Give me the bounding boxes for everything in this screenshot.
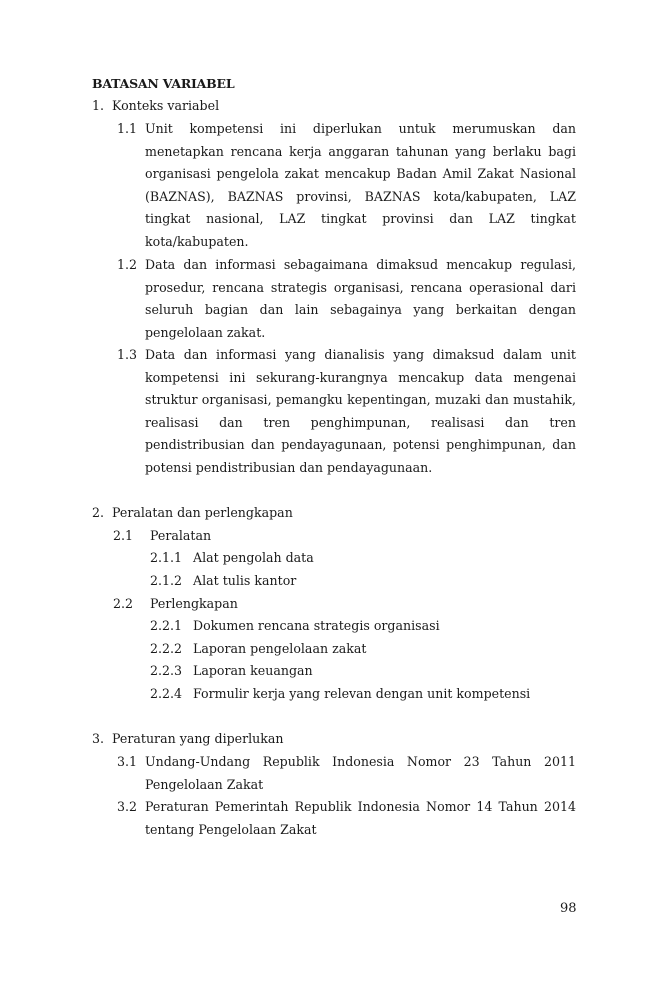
section-3-heading	[92, 728, 284, 751]
item-text: Alat pengolah data	[193, 550, 314, 565]
item-2-2-2	[150, 638, 366, 661]
group-label: Peralatan	[150, 528, 212, 543]
item-text: Formulir kerja yang relevan dengan unit kompetensi	[193, 686, 531, 701]
item-number: 2.2.4	[150, 686, 183, 701]
item-number: 3.1	[117, 754, 138, 769]
item-1-2	[117, 254, 576, 344]
item-number: 1.3	[117, 347, 138, 362]
item-number: 2.2.2	[150, 641, 183, 656]
section-2-heading	[92, 502, 293, 525]
item-2-1-1	[150, 547, 314, 570]
item-3-2	[117, 796, 576, 841]
item-text: Alat tulis kantor	[193, 573, 297, 588]
item-number: 2.1.1	[150, 550, 183, 565]
page-number: 98	[560, 901, 577, 916]
item-number: 2.2.1	[150, 618, 183, 633]
group-2-2	[113, 593, 238, 616]
item-text: Peraturan Pemerintah Republik Indonesia Nomor 14 Tahun 2014 tentang Pengelolaan Zakat	[145, 799, 576, 837]
item-text: Data dan informasi yang dianalisis yang dimaksud dalam unit kompetensi ini sekurang-kurangnya mencakup data mengenai struktur organisasi, pemangku kepentingan, muzaki dan mustahik, realisasi dan tren penghimpunan, realisasi dan tren pendistribusian dan pendayagunaan, potensi penghimpunan, dan potensi pendistribusian dan pendayagunaan.	[145, 347, 576, 475]
item-number: 1.2	[117, 257, 138, 272]
item-1-1	[117, 118, 576, 254]
item-1-3	[117, 344, 576, 480]
item-2-2-3	[150, 660, 313, 683]
group-label: Perlengkapan	[150, 596, 238, 611]
section-number: 2.	[92, 505, 105, 520]
item-2-2-4	[150, 683, 530, 706]
section-number: 1.	[92, 98, 105, 113]
item-text: Laporan pengelolaan zakat	[193, 641, 367, 656]
item-text: Dokumen rencana strategis organisasi	[193, 618, 440, 633]
group-number: 2.2	[113, 596, 134, 611]
item-text: Unit kompetensi ini diperlukan untuk merumuskan dan menetapkan rencana kerja anggaran tahunan yang berlaku bagi organisasi pengelola zakat mencakup Badan Amil Zakat Nasional (BAZNAS), BAZNAS provinsi, BAZNAS kota/kabupaten, LAZ tingkat nasional, LAZ tingkat provinsi dan LAZ tingkat kota/kabupaten.	[145, 121, 576, 249]
section-label: Peralatan dan perlengkapan	[112, 505, 293, 520]
section-label: Konteks variabel	[112, 98, 220, 113]
item-text: Laporan keuangan	[193, 663, 313, 678]
item-number: 1.1	[117, 121, 138, 136]
group-2-1	[113, 525, 211, 548]
section-title: BATASAN VARIABEL	[92, 76, 235, 91]
item-3-1	[117, 751, 576, 796]
section-label: Peraturan yang diperlukan	[112, 731, 284, 746]
item-number: 3.2	[117, 799, 138, 814]
group-number: 2.1	[113, 528, 134, 543]
item-number: 2.1.2	[150, 573, 183, 588]
item-2-2-1	[150, 615, 440, 638]
item-text: Data dan informasi sebagaimana dimaksud mencakup regulasi, prosedur, rencana strategis organisasi, rencana operasional dari seluruh bagian dan lain sebagainya yang berkaitan dengan pengelolaan zakat.	[145, 257, 576, 340]
item-number: 2.2.3	[150, 663, 183, 678]
section-number: 3.	[92, 731, 105, 746]
section-1-heading	[92, 95, 219, 118]
item-2-1-2	[150, 570, 296, 593]
item-text: Undang-Undang Republik Indonesia Nomor 23 Tahun 2011 Pengelolaan Zakat	[145, 754, 576, 792]
